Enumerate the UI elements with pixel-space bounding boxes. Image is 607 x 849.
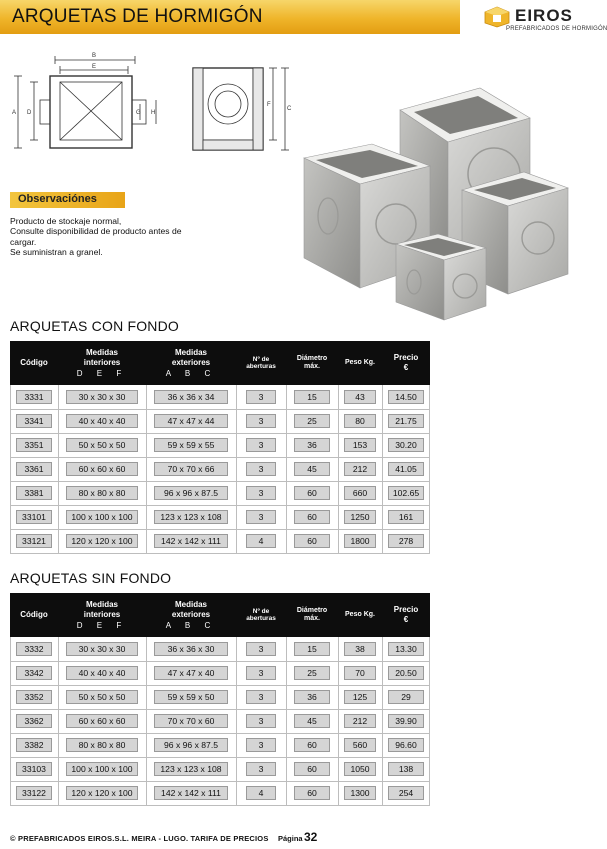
cell-aberturas: 3 (246, 738, 276, 752)
cell-aberturas: 3 (246, 486, 276, 500)
col-header-diametro (286, 341, 338, 385)
cell-aberturas: 3 (246, 690, 276, 704)
cell-aberturas: 3 (246, 414, 276, 428)
col-header-aberturas-text: aberturas (246, 615, 276, 622)
observaciones-line: cargar. (10, 236, 37, 247)
table-row (10, 385, 430, 410)
cell-exteriores: 70 x 70 x 60 (154, 714, 228, 728)
cell-diametro: 36 (294, 438, 330, 452)
cell-aberturas: 3 (246, 762, 276, 776)
col-header-exteriores (146, 341, 236, 385)
col-header-peso-text: Peso Kg. (345, 611, 375, 618)
cell-exteriores: 47 x 47 x 40 (154, 666, 228, 680)
svg-text:E: E (92, 64, 97, 70)
cell-precio: 14.50 (388, 390, 424, 404)
col-header-exteriores-text: exteriores (171, 357, 211, 367)
cell-precio: 39.90 (388, 714, 424, 728)
table-sin-fondo (10, 593, 430, 813)
cell-diametro: 60 (294, 534, 330, 548)
cell-codigo: 3381 (16, 486, 52, 500)
cell-precio: 29 (388, 690, 424, 704)
col-header-exteriores-text: exteriores (171, 609, 211, 619)
cell-aberturas: 3 (246, 714, 276, 728)
table-row (10, 505, 430, 530)
cell-peso: 38 (344, 642, 376, 656)
cell-exteriores: 36 x 36 x 30 (154, 642, 228, 656)
observaciones-line: Producto de stockaje normal, (10, 216, 122, 226)
cell-diametro: 60 (294, 738, 330, 752)
svg-text:D: D (27, 110, 32, 116)
cell-exteriores: 70 x 70 x 66 (154, 462, 228, 476)
observaciones-title: Observaciónes (18, 193, 97, 205)
cell-aberturas: 3 (246, 438, 276, 452)
cell-precio: 96.60 (388, 738, 424, 752)
concrete-boxes-image (298, 88, 590, 320)
cell-aberturas: 3 (246, 666, 276, 680)
grid-line (236, 637, 237, 805)
col-header-diametro-text: máx. (304, 615, 320, 622)
cell-codigo: 3341 (16, 414, 52, 428)
cell-exteriores: 142 x 142 x 111 (154, 534, 228, 548)
cell-diametro: 60 (294, 486, 330, 500)
svg-text:C: C (287, 106, 292, 112)
grid-line (429, 637, 430, 805)
col-header-exteriores (146, 593, 236, 637)
cell-diametro: 15 (294, 642, 330, 656)
col-header-diametro-text: Diámetro (296, 354, 328, 362)
svg-text:B: B (92, 53, 97, 59)
table-row (10, 481, 430, 506)
svg-text:G: G (136, 110, 141, 116)
table-row (10, 781, 430, 806)
cell-interiores: 120 x 120 x 100 (66, 786, 138, 800)
col-header-aberturas (236, 593, 286, 637)
col-header-codigo-text: Código (20, 610, 48, 619)
page-title: ARQUETAS DE HORMIGÓN (12, 6, 263, 27)
col-header-diametro (286, 593, 338, 637)
cell-peso: 660 (344, 486, 376, 500)
table-row (10, 409, 430, 434)
cell-peso: 153 (344, 438, 376, 452)
cell-interiores: 40 x 40 x 40 (66, 414, 138, 428)
cell-precio: 20.50 (388, 666, 424, 680)
cell-exteriores: 96 x 96 x 87.5 (154, 738, 228, 752)
grid-line (429, 385, 430, 553)
col-header-aberturas-text: Nº de (252, 607, 270, 615)
footer-copyright: © PREFABRICADOS EIROS.S.L. MEIRA - LUGO. TARIFA DE PRECIOS (10, 834, 269, 843)
plan-view-drawing (10, 48, 160, 158)
cell-diametro: 36 (294, 690, 330, 704)
col-header-interiores-letters: D E F (76, 368, 128, 378)
svg-text:H: H (151, 110, 156, 116)
section-title-con-fondo: ARQUETAS CON FONDO (10, 318, 180, 334)
cell-aberturas: 3 (246, 510, 276, 524)
cell-precio: 21.75 (388, 414, 424, 428)
cell-exteriores: 36 x 36 x 34 (154, 390, 228, 404)
cell-interiores: 30 x 30 x 30 (66, 390, 138, 404)
col-header-diametro-text: máx. (304, 363, 320, 370)
col-header-diametro-text: Diámetro (296, 606, 328, 614)
col-header-exteriores-text: Medidas (174, 599, 207, 609)
grid-line (382, 385, 383, 553)
cell-interiores: 50 x 50 x 50 (66, 690, 138, 704)
col-header-codigo (10, 593, 58, 637)
table-con-fondo (10, 341, 430, 561)
cell-codigo: 33101 (16, 510, 52, 524)
table-row (10, 661, 430, 686)
col-header-interiores-text: Medidas (85, 599, 118, 609)
grid-line (10, 637, 11, 805)
col-header-interiores-text: interiores (83, 357, 121, 367)
cell-exteriores: 59 x 59 x 55 (154, 438, 228, 452)
cell-codigo: 33121 (16, 534, 52, 548)
cell-interiores: 30 x 30 x 30 (66, 642, 138, 656)
table-row (10, 637, 430, 662)
col-header-peso (338, 593, 382, 637)
cell-interiores: 80 x 80 x 80 (66, 738, 138, 752)
col-header-codigo (10, 341, 58, 385)
col-header-interiores (58, 593, 146, 637)
col-header-interiores-text: Medidas (85, 347, 118, 357)
table-header (10, 341, 430, 385)
grid-line (338, 637, 339, 805)
observaciones-line: Consulte disponibilidad de producto antes de (10, 226, 182, 237)
cell-peso: 1300 (344, 786, 376, 800)
col-header-peso (338, 341, 382, 385)
col-header-precio-text: € (403, 615, 409, 624)
col-header-exteriores-letters: A B C (165, 368, 217, 378)
table-row (10, 757, 430, 782)
cell-diametro: 60 (294, 786, 330, 800)
svg-text:F: F (267, 102, 271, 108)
grid-line (286, 637, 287, 805)
grid-line (338, 385, 339, 553)
brand-logo: EIROS (515, 6, 573, 25)
col-header-precio-text: Precio (393, 605, 419, 614)
observaciones-text (10, 216, 200, 258)
cell-codigo: 3331 (16, 390, 52, 404)
cell-precio: 138 (388, 762, 424, 776)
col-header-aberturas-text: aberturas (246, 363, 276, 370)
grid-line (58, 637, 59, 805)
col-header-aberturas-text: Nº de (252, 355, 270, 363)
cell-aberturas: 3 (246, 642, 276, 656)
col-header-precio (382, 593, 430, 637)
svg-text:A: A (12, 110, 17, 116)
cell-codigo: 3352 (16, 690, 52, 704)
cell-precio: 278 (388, 534, 424, 548)
cell-interiores: 60 x 60 x 60 (66, 462, 138, 476)
cell-precio: 30.20 (388, 438, 424, 452)
col-header-peso-text: Peso Kg. (345, 359, 375, 366)
cell-interiores: 50 x 50 x 50 (66, 438, 138, 452)
cell-codigo: 33122 (16, 786, 52, 800)
grid-line (382, 637, 383, 805)
cell-aberturas: 4 (246, 786, 276, 800)
table-row (10, 457, 430, 482)
cell-diametro: 60 (294, 510, 330, 524)
cell-diametro: 25 (294, 414, 330, 428)
table-row (10, 433, 430, 458)
cell-interiores: 60 x 60 x 60 (66, 714, 138, 728)
cell-exteriores: 142 x 142 x 111 (154, 786, 228, 800)
cell-peso: 1250 (344, 510, 376, 524)
col-header-interiores (58, 341, 146, 385)
cell-codigo: 3332 (16, 642, 52, 656)
cell-codigo: 3342 (16, 666, 52, 680)
section-title-sin-fondo: ARQUETAS SIN FONDO (10, 570, 172, 586)
grid-line (10, 385, 11, 553)
section-view-drawing (185, 60, 295, 155)
logo-cube-icon (484, 6, 510, 28)
col-header-aberturas (236, 341, 286, 385)
footer-page-label: Página (278, 834, 303, 843)
cell-aberturas: 4 (246, 534, 276, 548)
cell-exteriores: 59 x 59 x 50 (154, 690, 228, 704)
table-row (10, 685, 430, 710)
col-header-exteriores-letters: A B C (165, 620, 217, 630)
col-header-exteriores-text: Medidas (174, 347, 207, 357)
cell-codigo: 33103 (16, 762, 52, 776)
col-header-precio-text: Precio (393, 353, 419, 362)
table-row (10, 709, 430, 734)
table-row (10, 529, 430, 554)
cell-diametro: 25 (294, 666, 330, 680)
cell-codigo: 3351 (16, 438, 52, 452)
cell-interiores: 100 x 100 x 100 (66, 510, 138, 524)
table-row (10, 733, 430, 758)
grid-line (286, 385, 287, 553)
cell-peso: 80 (344, 414, 376, 428)
col-header-interiores-text: interiores (83, 609, 121, 619)
footer-page-number: 32 (304, 830, 318, 844)
col-header-precio (382, 341, 430, 385)
cell-aberturas: 3 (246, 462, 276, 476)
cell-precio: 13.30 (388, 642, 424, 656)
cell-interiores: 80 x 80 x 80 (66, 486, 138, 500)
cell-peso: 43 (344, 390, 376, 404)
cell-peso: 560 (344, 738, 376, 752)
table-header (10, 593, 430, 637)
cell-peso: 125 (344, 690, 376, 704)
grid-line (58, 385, 59, 553)
cell-aberturas: 3 (246, 390, 276, 404)
cell-precio: 41.05 (388, 462, 424, 476)
grid-line (146, 385, 147, 553)
cell-precio: 102.65 (388, 486, 424, 500)
cell-precio: 254 (388, 786, 424, 800)
cell-interiores: 100 x 100 x 100 (66, 762, 138, 776)
cell-codigo: 3361 (16, 462, 52, 476)
cell-interiores: 120 x 120 x 100 (66, 534, 138, 548)
col-header-codigo-text: Código (20, 358, 48, 367)
cell-peso: 1050 (344, 762, 376, 776)
cell-interiores: 40 x 40 x 40 (66, 666, 138, 680)
grid-line (146, 637, 147, 805)
cell-peso: 212 (344, 462, 376, 476)
col-header-precio-text: € (403, 363, 409, 372)
cell-peso: 212 (344, 714, 376, 728)
cell-exteriores: 123 x 123 x 108 (154, 510, 228, 524)
col-header-interiores-letters: D E F (76, 620, 128, 630)
cell-exteriores: 96 x 96 x 87.5 (154, 486, 228, 500)
cell-precio: 161 (388, 510, 424, 524)
observaciones-line: Se suministran a granel. (10, 247, 103, 258)
cell-exteriores: 47 x 47 x 44 (154, 414, 228, 428)
cell-diametro: 45 (294, 714, 330, 728)
cell-diametro: 60 (294, 762, 330, 776)
cell-peso: 70 (344, 666, 376, 680)
grid-line (236, 385, 237, 553)
brand-tagline: PREFABRICADOS DE HORMIGÓN (506, 26, 607, 32)
cell-exteriores: 123 x 123 x 108 (154, 762, 228, 776)
cell-codigo: 3362 (16, 714, 52, 728)
cell-diametro: 45 (294, 462, 330, 476)
cell-peso: 1800 (344, 534, 376, 548)
cell-codigo: 3382 (16, 738, 52, 752)
cell-diametro: 15 (294, 390, 330, 404)
